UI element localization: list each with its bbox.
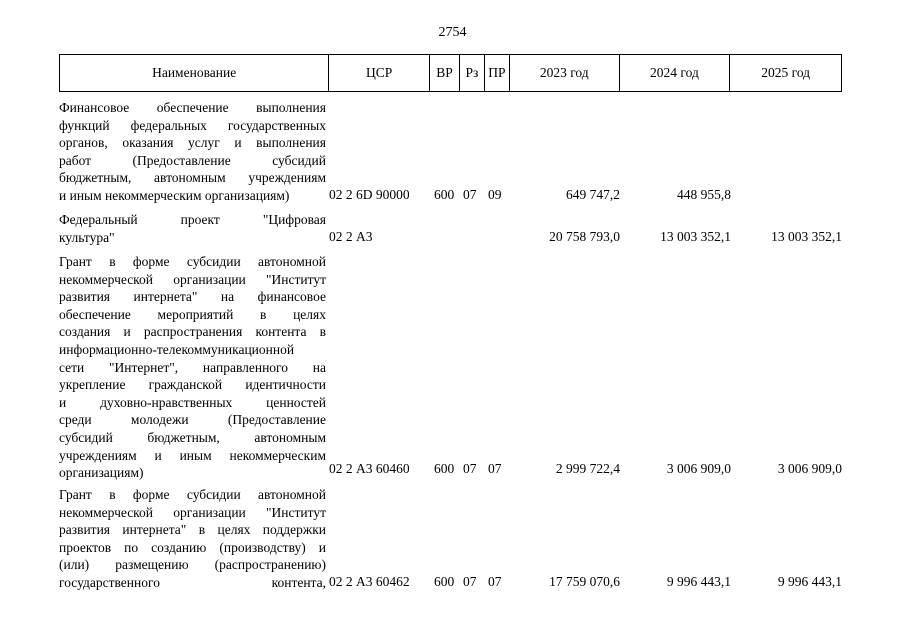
row-2023: 17 759 070,6 [549, 574, 620, 589]
row-2024: 9 996 443,1 [666, 574, 731, 589]
row-name: Грант в форме субсидии автономной некоммерческой организации "Институт развития интернета" на финансовое обеспечение мероприятий в целях создания и распространения контента в информационно-телекоммуникационной сети "Интернет", направленного на укрепление гражданской идентичности и духовно-нравственных ценностей среди молодежи (Предоставление субсидий бюджетным, автономным учреждениям и иным некоммерческим организациям) [59, 254, 326, 481]
row-pr: 07 [488, 574, 502, 589]
header-vr: ВР [430, 55, 460, 91]
header-2023: 2023 год [510, 55, 620, 91]
row-2024: 13 003 352,1 [660, 229, 731, 244]
header-2024: 2024 год [620, 55, 731, 91]
row-2025: 13 003 352,1 [771, 229, 842, 244]
row-2023: 2 999 722,4 [555, 461, 620, 476]
row-2025: 3 006 909,0 [777, 461, 842, 476]
row-vr: 600 [434, 187, 455, 202]
header-rz: Рз [460, 55, 485, 91]
row-csr: 02 2 А3 60462 [329, 574, 410, 589]
row-2024: 3 006 909,0 [666, 461, 731, 476]
row-rz: 07 [463, 574, 477, 589]
row-vr: 600 [434, 461, 455, 476]
row-vr: 600 [434, 574, 455, 589]
row-2023: 20 758 793,0 [549, 229, 620, 244]
row-csr: 02 2 А3 60460 [329, 461, 410, 476]
header-name: Наименование [60, 55, 329, 91]
header-csr: ЦСР [329, 55, 430, 91]
row-2023: 649 747,2 [566, 187, 620, 202]
row-2024: 448 955,8 [677, 187, 731, 202]
row-csr: 02 2 6D 90000 [329, 187, 410, 202]
row-name: Финансовое обеспечение выполнения функций федеральных государственных органов, оказания услуг и выполнения работ (Предоставление субсидий бюджетным, автономным учреждениям и иным некоммерческим организациям) [59, 100, 326, 203]
row-pr: 09 [488, 187, 502, 202]
header-2025: 2025 год [761, 65, 811, 80]
page-number: 2754 [438, 25, 467, 40]
header-pr: ПР [485, 55, 510, 91]
row-name: Федеральный проект "Цифровая культура" [59, 212, 326, 245]
row-csr: 02 2 А3 [329, 229, 373, 244]
row-2025: 9 996 443,1 [777, 574, 842, 589]
row-rz: 07 [463, 461, 477, 476]
row-pr: 07 [488, 461, 502, 476]
table-header [59, 54, 842, 92]
row-rz: 07 [463, 187, 477, 202]
row-name: Грант в форме субсидии автономной некоммерческой организации "Институт развития интернета" в целях поддержки проектов по созданию (производству) и (или) размещению (распространению) государственного контента, [59, 487, 326, 590]
